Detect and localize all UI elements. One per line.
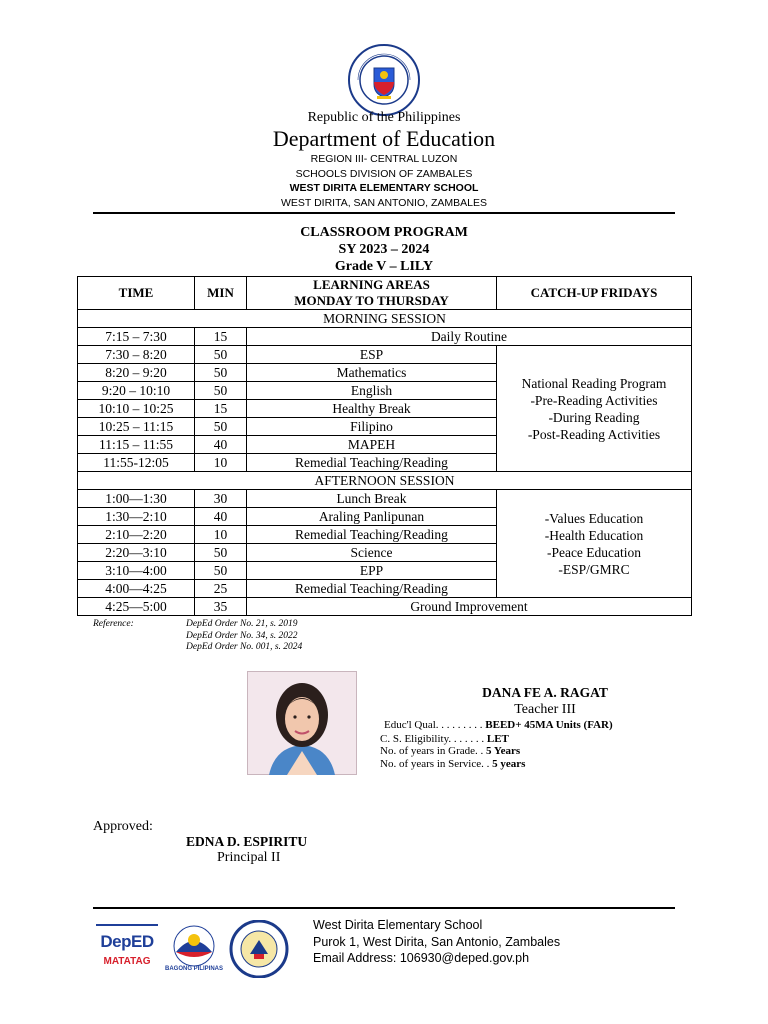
- area-cell: Araling Panlipunan: [247, 508, 497, 526]
- time-cell: 11:55-12:05: [78, 454, 195, 472]
- area-cell: Remedial Teaching/Reading: [247, 454, 497, 472]
- footer-address: Purok 1, West Dirita, San Antonio, Zambales: [313, 934, 561, 949]
- teacher-years-grade: [380, 745, 520, 759]
- program-title: CLASSROOM PROGRAM: [300, 225, 468, 240]
- schedule-table: [77, 276, 692, 616]
- area-cell: MAPEH: [247, 436, 497, 454]
- bagong-pilipinas-text: BAGONG PILIPINAS: [164, 966, 223, 972]
- teacher-name: DANA FE A. RAGAT: [482, 685, 608, 700]
- area-cell: English: [247, 382, 497, 400]
- address-line: WEST DIRITA, SAN ANTONIO, ZAMBALES: [281, 197, 487, 209]
- table-header-row: [78, 277, 692, 310]
- friday-afternoon-line: -Values Education: [544, 510, 644, 526]
- min-cell: 15: [195, 328, 247, 346]
- min-cell: 50: [195, 364, 247, 382]
- grade-years-label: No. of years in Grade. .: [380, 745, 486, 757]
- table-row: [78, 346, 692, 364]
- friday-afternoon-line: -ESP/GMRC: [558, 561, 630, 577]
- friday-morning-line: -During Reading: [548, 409, 640, 425]
- school-line: WEST DIRITA ELEMENTARY SCHOOL: [289, 182, 479, 194]
- approved-label: Approved:: [93, 819, 153, 834]
- min-cell: 50: [195, 346, 247, 364]
- department-title: Department of Education: [272, 126, 496, 151]
- service-years-label: No. of years in Service. .: [380, 758, 493, 770]
- footer-divider: [93, 907, 675, 909]
- republic-line: Republic of the Philippines: [307, 110, 461, 125]
- min-cell: 40: [195, 436, 247, 454]
- col-min-header: MIN: [195, 277, 247, 310]
- time-cell: 2:10—2:20: [78, 526, 195, 544]
- col-areas-line2: MONDAY TO THURSDAY: [294, 293, 449, 308]
- teacher-eligibility: [380, 733, 509, 747]
- division-line: SCHOOLS DIVISION OF ZAMBALES: [295, 168, 473, 180]
- bagong-pilipinas-logo-icon: [168, 924, 220, 968]
- col-areas-header: [247, 277, 497, 310]
- header-divider: [93, 212, 675, 214]
- area-cell: Remedial Teaching/Reading: [247, 526, 497, 544]
- reference-order: DepEd Order No. 21, s. 2019: [186, 619, 298, 629]
- min-cell: 25: [195, 580, 247, 598]
- elig-value: LET: [486, 732, 509, 745]
- time-cell: 2:20—3:10: [78, 544, 195, 562]
- qual-label: Educ'l Qual. . . . . . . . .: [384, 719, 486, 731]
- friday-afternoon-cell: [497, 490, 692, 598]
- area-cell: ESP: [247, 346, 497, 364]
- elig-label: C. S. Eligibility. . . . . . .: [380, 732, 487, 745]
- grade-years-value: 5 Years: [486, 745, 521, 757]
- matatag-logo-text: MATATAG: [103, 956, 151, 967]
- area-cell: Mathematics: [247, 364, 497, 382]
- grade-section: Grade V – LILY: [334, 259, 434, 274]
- area-cell: Daily Routine: [247, 328, 692, 346]
- table-row: [78, 328, 692, 346]
- footer-email: Email Address: 106930@deped.gov.ph: [313, 951, 530, 965]
- area-cell: Science: [247, 544, 497, 562]
- session-row-morning: [78, 310, 692, 328]
- friday-afternoon-line: -Health Education: [544, 527, 644, 543]
- friday-afternoon-line: -Peace Education: [546, 544, 642, 560]
- school-year: SY 2023 – 2024: [338, 242, 430, 257]
- time-cell: 7:30 – 8:20: [78, 346, 195, 364]
- friday-morning-cell: [497, 346, 692, 472]
- time-cell: 9:20 – 10:10: [78, 382, 195, 400]
- morning-session-label: MORNING SESSION: [78, 310, 692, 328]
- deped-seal-icon: [348, 44, 420, 116]
- min-cell: 40: [195, 508, 247, 526]
- min-cell: 10: [195, 526, 247, 544]
- table-row: [78, 598, 692, 616]
- teacher-photo: [247, 671, 357, 775]
- time-cell: 7:15 – 7:30: [78, 328, 195, 346]
- time-cell: 8:20 – 9:20: [78, 364, 195, 382]
- table-row: [78, 490, 692, 508]
- time-cell: 10:25 – 11:15: [78, 418, 195, 436]
- reference-order: DepEd Order No. 001, s. 2024: [186, 642, 303, 652]
- region-line: REGION III- CENTRAL LUZON: [310, 153, 458, 165]
- reference-label: Reference:: [93, 619, 134, 629]
- principal-position: Principal II: [217, 850, 281, 865]
- teacher-position: Teacher III: [514, 702, 576, 717]
- session-row-afternoon: [78, 472, 692, 490]
- min-cell: 50: [195, 382, 247, 400]
- school-seal-icon: [226, 920, 292, 978]
- time-cell: 4:00—4:25: [78, 580, 195, 598]
- col-areas-line1: LEARNING AREAS: [313, 277, 430, 292]
- deped-matatag-logo: [96, 924, 158, 976]
- area-cell: Ground Improvement: [247, 598, 692, 616]
- service-years-value: 5 years: [492, 758, 526, 770]
- min-cell: 30: [195, 490, 247, 508]
- teacher-qualification: [384, 719, 613, 733]
- time-cell: 10:10 – 10:25: [78, 400, 195, 418]
- time-cell: 3:10—4:00: [78, 562, 195, 580]
- deped-logo-text: DepED: [100, 932, 154, 951]
- reference-order: DepEd Order No. 34, s. 2022: [186, 630, 298, 641]
- area-cell: EPP: [247, 562, 497, 580]
- teacher-years-service: [380, 758, 525, 772]
- area-cell: Healthy Break: [247, 400, 497, 418]
- friday-morning-line: -Pre-Reading Activities: [530, 392, 658, 408]
- principal-name: EDNA D. ESPIRITU: [186, 834, 308, 849]
- min-cell: 50: [195, 418, 247, 436]
- friday-morning-line: National Reading Program: [521, 375, 667, 391]
- min-cell: 50: [195, 562, 247, 580]
- min-cell: 10: [195, 454, 247, 472]
- min-cell: 15: [195, 400, 247, 418]
- min-cell: 35: [195, 598, 247, 616]
- time-cell: 11:15 – 11:55: [78, 436, 195, 454]
- area-cell: Lunch Break: [247, 490, 497, 508]
- time-cell: 1:00—1:30: [78, 490, 195, 508]
- col-fridays-header: CATCH-UP FRIDAYS: [497, 277, 692, 310]
- area-cell: Filipino: [247, 418, 497, 436]
- afternoon-session-label: AFTERNOON SESSION: [78, 472, 692, 490]
- area-cell: Remedial Teaching/Reading: [247, 580, 497, 598]
- qual-value: BEED+ 45MA Units (FAR): [485, 719, 613, 731]
- time-cell: 1:30—2:10: [78, 508, 195, 526]
- min-cell: 50: [195, 544, 247, 562]
- friday-morning-line: -Post-Reading Activities: [527, 426, 661, 442]
- time-cell: 4:25—5:00: [78, 598, 195, 616]
- footer-school: West Dirita Elementary School: [313, 918, 483, 932]
- col-time-header: TIME: [78, 277, 195, 310]
